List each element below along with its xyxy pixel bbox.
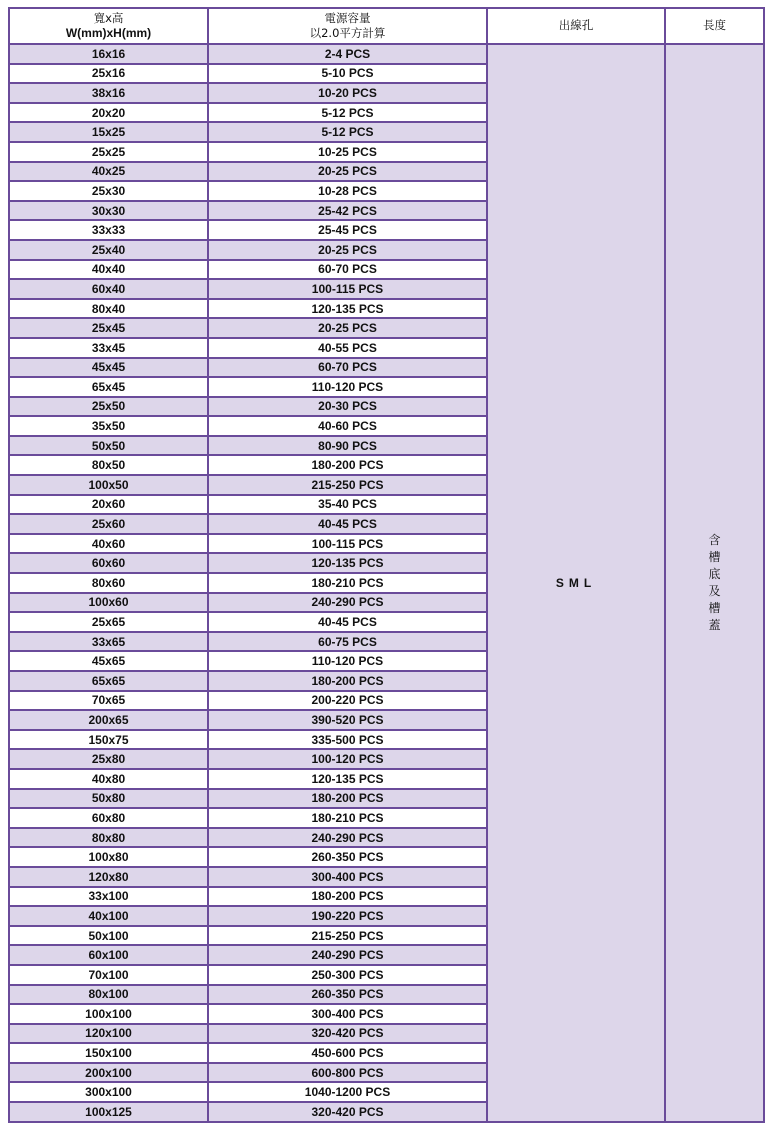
size-cell: 30x30 bbox=[9, 201, 208, 221]
size-cell: 40x60 bbox=[9, 534, 208, 554]
capacity-cell: 100-115 PCS bbox=[208, 279, 487, 299]
size-cell: 20x60 bbox=[9, 495, 208, 515]
capacity-cell: 5-12 PCS bbox=[208, 103, 487, 123]
size-cell: 33x100 bbox=[9, 887, 208, 907]
size-cell: 100x125 bbox=[9, 1102, 208, 1122]
length-value: 含槽底及槽蓋 bbox=[708, 532, 721, 632]
size-cell: 150x100 bbox=[9, 1043, 208, 1063]
header-exit bbox=[487, 8, 665, 44]
capacity-cell: 80-90 PCS bbox=[208, 436, 487, 456]
size-cell: 80x40 bbox=[9, 299, 208, 319]
capacity-cell: 120-135 PCS bbox=[208, 299, 487, 319]
size-cell: 150x75 bbox=[9, 730, 208, 750]
capacity-cell: 120-135 PCS bbox=[208, 769, 487, 789]
capacity-cell: 180-200 PCS bbox=[208, 671, 487, 691]
capacity-cell: 260-350 PCS bbox=[208, 985, 487, 1005]
size-cell: 20x20 bbox=[9, 103, 208, 123]
size-cell: 40x40 bbox=[9, 260, 208, 280]
header-capacity-note: 以2.0平方計算 bbox=[309, 26, 386, 40]
size-cell: 38x16 bbox=[9, 83, 208, 103]
capacity-cell: 25-45 PCS bbox=[208, 220, 487, 240]
size-cell: 200x65 bbox=[9, 710, 208, 730]
capacity-cell: 180-200 PCS bbox=[208, 887, 487, 907]
size-cell: 50x100 bbox=[9, 926, 208, 946]
size-cell: 100x60 bbox=[9, 593, 208, 613]
capacity-cell: 110-120 PCS bbox=[208, 377, 487, 397]
length-cell bbox=[665, 44, 764, 1122]
size-cell: 60x80 bbox=[9, 808, 208, 828]
header-length-label: 長度 bbox=[703, 18, 726, 33]
size-cell: 65x45 bbox=[9, 377, 208, 397]
header-exit-label: 出線孔 bbox=[558, 18, 594, 33]
capacity-cell: 180-210 PCS bbox=[208, 573, 487, 593]
size-cell: 25x50 bbox=[9, 397, 208, 417]
size-cell: 25x25 bbox=[9, 142, 208, 162]
size-cell: 40x100 bbox=[9, 906, 208, 926]
wire-duct-spec-table bbox=[8, 7, 765, 1123]
size-cell: 70x100 bbox=[9, 965, 208, 985]
capacity-cell: 20-30 PCS bbox=[208, 397, 487, 417]
size-cell: 80x100 bbox=[9, 985, 208, 1005]
size-cell: 65x65 bbox=[9, 671, 208, 691]
capacity-cell: 250-300 PCS bbox=[208, 965, 487, 985]
size-cell: 45x65 bbox=[9, 651, 208, 671]
capacity-cell: 20-25 PCS bbox=[208, 318, 487, 338]
capacity-cell: 450-600 PCS bbox=[208, 1043, 487, 1063]
capacity-cell: 110-120 PCS bbox=[208, 651, 487, 671]
capacity-cell: 100-115 PCS bbox=[208, 534, 487, 554]
capacity-cell: 260-350 PCS bbox=[208, 847, 487, 867]
size-cell: 40x80 bbox=[9, 769, 208, 789]
size-cell: 80x60 bbox=[9, 573, 208, 593]
capacity-cell: 40-45 PCS bbox=[208, 514, 487, 534]
size-cell: 25x65 bbox=[9, 612, 208, 632]
capacity-cell: 5-10 PCS bbox=[208, 64, 487, 84]
header-capacity-label: 電源容量 bbox=[324, 11, 371, 25]
size-cell: 25x40 bbox=[9, 240, 208, 260]
capacity-cell: 190-220 PCS bbox=[208, 906, 487, 926]
size-cell: 25x60 bbox=[9, 514, 208, 534]
header-size-unit: W(mm)xH(mm) bbox=[65, 26, 152, 40]
capacity-cell: 300-400 PCS bbox=[208, 1004, 487, 1024]
size-cell: 25x16 bbox=[9, 64, 208, 84]
capacity-cell: 600-800 PCS bbox=[208, 1063, 487, 1083]
capacity-cell: 10-28 PCS bbox=[208, 181, 487, 201]
size-cell: 100x80 bbox=[9, 847, 208, 867]
size-cell: 33x33 bbox=[9, 220, 208, 240]
exit-value: SML bbox=[555, 575, 597, 590]
capacity-cell: 240-290 PCS bbox=[208, 945, 487, 965]
capacity-cell: 390-520 PCS bbox=[208, 710, 487, 730]
capacity-cell: 335-500 PCS bbox=[208, 730, 487, 750]
capacity-cell: 240-290 PCS bbox=[208, 593, 487, 613]
header-length bbox=[665, 8, 764, 44]
capacity-cell: 2-4 PCS bbox=[208, 44, 487, 64]
header-size bbox=[9, 8, 208, 44]
size-cell: 120x100 bbox=[9, 1024, 208, 1044]
capacity-cell: 180-210 PCS bbox=[208, 808, 487, 828]
capacity-cell: 120-135 PCS bbox=[208, 553, 487, 573]
capacity-cell: 320-420 PCS bbox=[208, 1102, 487, 1122]
size-cell: 100x50 bbox=[9, 475, 208, 495]
capacity-cell: 40-45 PCS bbox=[208, 612, 487, 632]
capacity-cell: 40-60 PCS bbox=[208, 416, 487, 436]
capacity-cell: 300-400 PCS bbox=[208, 867, 487, 887]
size-cell: 70x65 bbox=[9, 691, 208, 711]
capacity-cell: 5-12 PCS bbox=[208, 122, 487, 142]
capacity-cell: 20-25 PCS bbox=[208, 162, 487, 182]
capacity-cell: 25-42 PCS bbox=[208, 201, 487, 221]
header-row bbox=[9, 8, 764, 44]
capacity-cell: 180-200 PCS bbox=[208, 789, 487, 809]
table-body bbox=[9, 44, 764, 1122]
size-cell: 25x80 bbox=[9, 749, 208, 769]
size-cell: 60x40 bbox=[9, 279, 208, 299]
capacity-cell: 200-220 PCS bbox=[208, 691, 487, 711]
size-cell: 35x50 bbox=[9, 416, 208, 436]
capacity-cell: 1040-1200 PCS bbox=[208, 1082, 487, 1102]
capacity-cell: 60-70 PCS bbox=[208, 260, 487, 280]
size-cell: 120x80 bbox=[9, 867, 208, 887]
capacity-cell: 215-250 PCS bbox=[208, 926, 487, 946]
capacity-cell: 240-290 PCS bbox=[208, 828, 487, 848]
size-cell: 25x45 bbox=[9, 318, 208, 338]
capacity-cell: 320-420 PCS bbox=[208, 1024, 487, 1044]
size-cell: 25x30 bbox=[9, 181, 208, 201]
size-cell: 80x80 bbox=[9, 828, 208, 848]
exit-cell bbox=[487, 44, 665, 1122]
size-cell: 15x25 bbox=[9, 122, 208, 142]
capacity-cell: 10-20 PCS bbox=[208, 83, 487, 103]
capacity-cell: 10-25 PCS bbox=[208, 142, 487, 162]
size-cell: 33x65 bbox=[9, 632, 208, 652]
table-row bbox=[9, 44, 764, 64]
capacity-cell: 180-200 PCS bbox=[208, 455, 487, 475]
header-size-label: 寬x高 bbox=[93, 11, 124, 25]
size-cell: 300x100 bbox=[9, 1082, 208, 1102]
capacity-cell: 215-250 PCS bbox=[208, 475, 487, 495]
capacity-cell: 60-75 PCS bbox=[208, 632, 487, 652]
size-cell: 50x50 bbox=[9, 436, 208, 456]
header-capacity bbox=[208, 8, 487, 44]
size-cell: 33x45 bbox=[9, 338, 208, 358]
capacity-cell: 35-40 PCS bbox=[208, 495, 487, 515]
size-cell: 100x100 bbox=[9, 1004, 208, 1024]
size-cell: 40x25 bbox=[9, 162, 208, 182]
capacity-cell: 60-70 PCS bbox=[208, 358, 487, 378]
size-cell: 60x100 bbox=[9, 945, 208, 965]
size-cell: 50x80 bbox=[9, 789, 208, 809]
size-cell: 80x50 bbox=[9, 455, 208, 475]
size-cell: 200x100 bbox=[9, 1063, 208, 1083]
size-cell: 16x16 bbox=[9, 44, 208, 64]
capacity-cell: 100-120 PCS bbox=[208, 749, 487, 769]
size-cell: 60x60 bbox=[9, 553, 208, 573]
size-cell: 45x45 bbox=[9, 358, 208, 378]
capacity-cell: 20-25 PCS bbox=[208, 240, 487, 260]
capacity-cell: 40-55 PCS bbox=[208, 338, 487, 358]
